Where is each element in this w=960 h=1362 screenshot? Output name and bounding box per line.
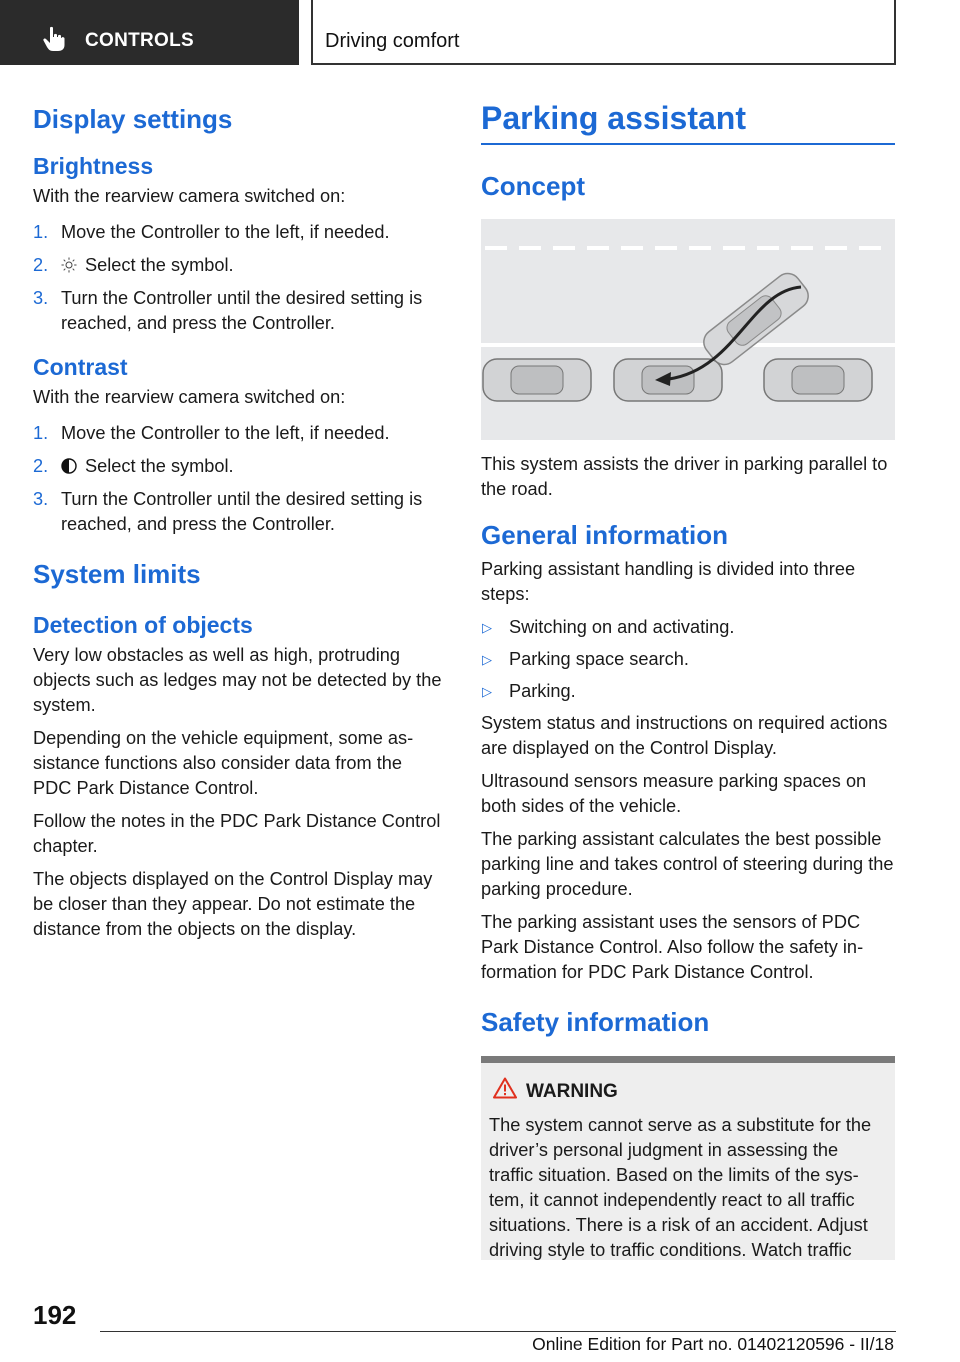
step-text: Select the symbol.	[85, 456, 234, 476]
general-paragraph: System status and instructions on required actions are displayed on the Control Display.	[481, 713, 888, 758]
detection-paragraph: Depending on the vehicle equipment, some assistance functions also consider data from the PDC Park Distance Control.	[33, 728, 414, 798]
chapter-label: Driving comfort	[325, 30, 460, 52]
bullet-text: Parking.	[509, 681, 576, 701]
step-text: Turn the Controller until the desired setting is reached, and press the Controller.	[61, 489, 423, 534]
heading-detection-of-objects: Detection of objects	[33, 612, 253, 638]
detection-paragraph: Follow the notes in the PDC Park Distance Control chapter.	[33, 811, 441, 856]
list-item	[481, 647, 895, 672]
triangle-bullet-icon: ▷	[482, 684, 492, 699]
step-number: 1.	[33, 222, 49, 242]
warning-triangle-icon	[493, 1077, 517, 1099]
bullet-text: Parking space search.	[509, 649, 689, 669]
title-rule	[481, 143, 895, 145]
brightness-intro: With the rearview camera switched on:	[33, 186, 346, 206]
general-paragraph: The parking assistant calculates the best possible parking line and takes control of steering during the parking procedure.	[481, 829, 894, 899]
heading-safety-information: Safety information	[481, 1007, 710, 1037]
brightness-steps	[33, 220, 445, 336]
section-label: CONTROLS	[85, 30, 195, 51]
list-item	[481, 615, 895, 640]
steps-list	[481, 615, 895, 704]
triangle-bullet-icon: ▷	[482, 620, 492, 635]
list-item	[33, 421, 445, 446]
heading-concept: Concept	[481, 171, 585, 201]
hand-pointer-icon	[42, 26, 66, 52]
step-number: 2.	[33, 255, 49, 275]
warning-text: The system cannot serve as a substitute for the driver’s personal judgment in assessing the traffic situation. Based on the limits of the system, it cannot independently react to all traffic situations. There is a risk of an accident. Adjust driving style to traffic conditions. Watch traffic	[489, 1115, 872, 1260]
general-paragraph: Ultrasound sensors measure parking spaces on both sides of the vehicle.	[481, 771, 867, 816]
triangle-bullet-icon: ▷	[482, 652, 492, 667]
warning-box	[481, 1056, 895, 1260]
brightness-icon	[61, 257, 77, 273]
concept-text: This system assists the driver in parking parallel to the road.	[481, 454, 888, 499]
warning-title: WARNING	[526, 1081, 618, 1102]
bullet-text: Switching on and activating.	[509, 617, 735, 637]
step-text: Move the Controller to the left, if needed.	[61, 423, 390, 443]
left-column	[33, 100, 445, 942]
parked-car-right	[764, 359, 872, 401]
footer-edition: Online Edition for Part no. 01402120596 - II/18	[532, 1334, 894, 1354]
step-number: 1.	[33, 423, 49, 443]
list-item	[33, 220, 445, 245]
step-text: Move the Controller to the left, if needed.	[61, 222, 390, 242]
heading-brightness: Brightness	[33, 153, 154, 179]
list-item	[481, 679, 895, 704]
step-number: 2.	[33, 456, 49, 476]
step-text: Select the symbol.	[85, 255, 234, 275]
page-title: Parking assistant	[481, 100, 746, 136]
detection-paragraph: The objects displayed on the Control Display may be closer than they appear. Do not estimate the distance from the objects on the display.	[33, 869, 433, 939]
heading-display-settings: Display settings	[33, 104, 233, 134]
general-paragraph: The parking assistant uses the sensors of PDC Park Distance Control. Also follow the safety information for PDC Park Distance Control.	[481, 912, 864, 982]
right-column	[481, 100, 895, 1260]
general-intro: Parking assistant handling is divided into three steps:	[481, 559, 856, 604]
list-item	[33, 253, 445, 278]
contrast-steps	[33, 421, 445, 537]
step-text: Turn the Controller until the desired setting is reached, and press the Controller.	[61, 288, 423, 333]
warning-title-row	[489, 1081, 887, 1107]
list-item	[33, 286, 445, 336]
page-number: 192	[33, 1300, 77, 1330]
step-number: 3.	[33, 489, 49, 509]
footer-rule	[100, 1331, 896, 1332]
heading-contrast: Contrast	[33, 354, 128, 380]
parking-diagram	[481, 219, 895, 440]
heading-system-limits: System limits	[33, 559, 201, 589]
list-item	[33, 454, 445, 479]
contrast-intro: With the rearview camera switched on:	[33, 387, 346, 407]
parking-illustration	[481, 219, 895, 440]
step-number: 3.	[33, 288, 49, 308]
contrast-icon	[61, 458, 77, 474]
detection-paragraph: Very low obstacles as well as high, protruding objects such as ledges may not be detected by the system.	[33, 645, 442, 715]
list-item	[33, 487, 445, 537]
parked-car-left	[483, 359, 591, 401]
heading-general-information: General information	[481, 520, 729, 550]
